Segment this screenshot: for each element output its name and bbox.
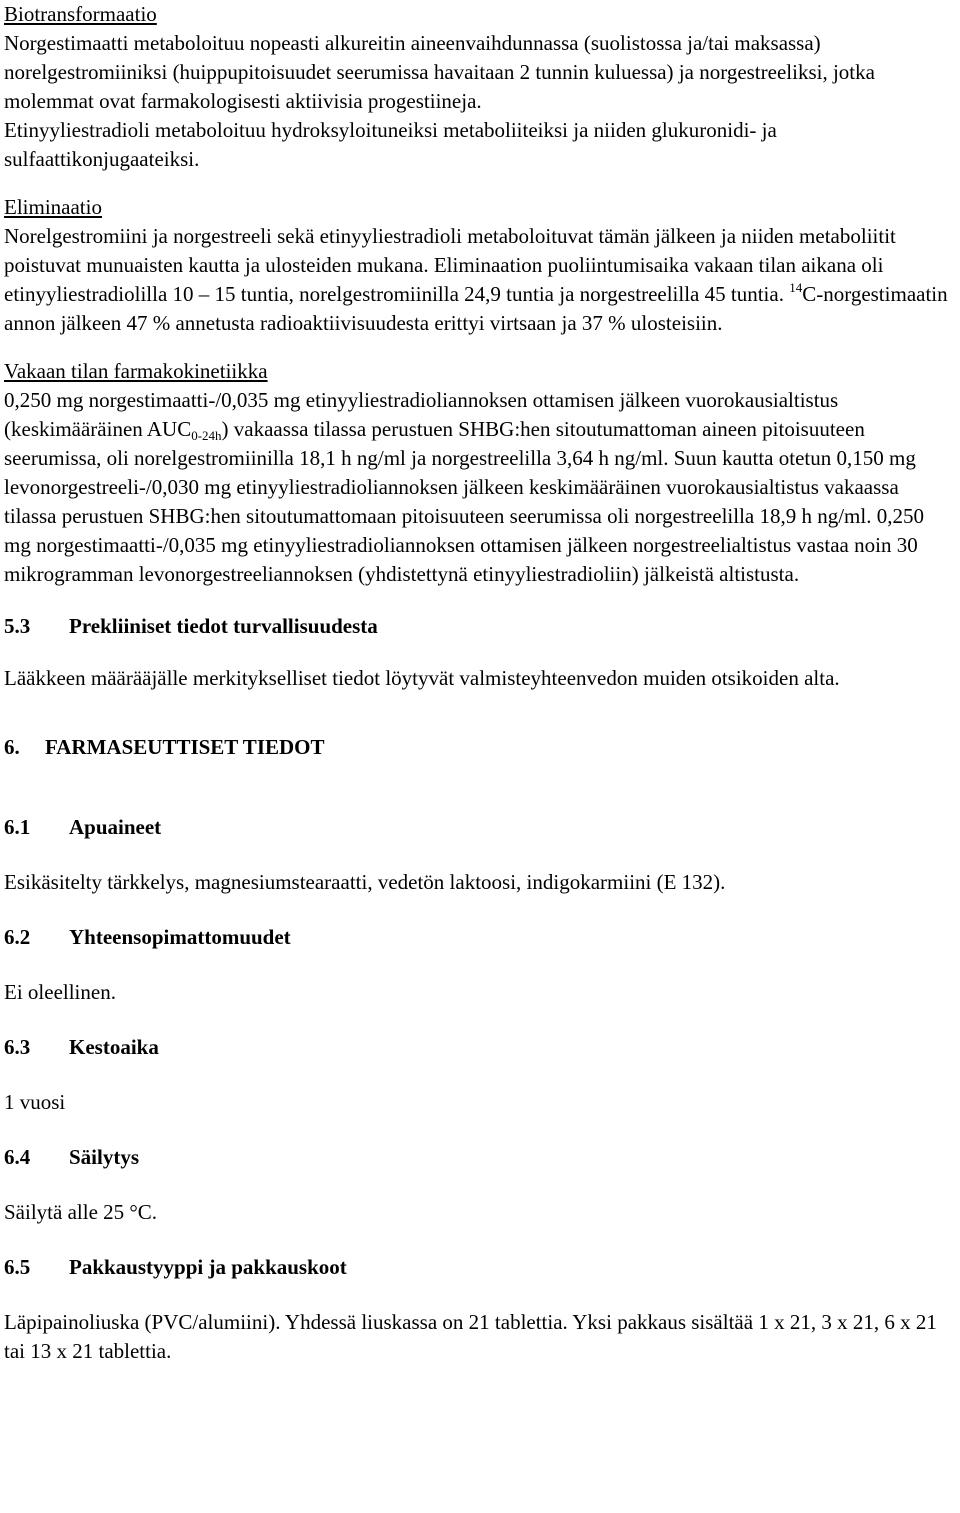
section-6-1-number: 6.1 <box>4 815 31 839</box>
section-6-4-title: Säilytys <box>69 1145 140 1169</box>
section-6-number: 6. <box>4 735 20 759</box>
section-6-5-number: 6.5 <box>4 1255 31 1279</box>
biotransformation-section <box>4 0 956 174</box>
section-6-5-text: Läpipainoliuska (PVC/alumiini). Yhdessä liuskassa on 21 tablettia. Yksi pakkaus sisältää 1 x 21, 3 x 21, 6 x 21 tai 13 x 21 tablettia. <box>4 1310 937 1363</box>
section-5-3-heading <box>4 612 956 641</box>
section-6-2-number: 6.2 <box>4 925 31 949</box>
section-6-1-text: Esikäsitelty tärkkelys, magnesiumstearaatti, vedetön laktoosi, indigokarmiini (E 132). <box>4 870 726 894</box>
section-6-1 <box>4 813 956 897</box>
auc-subscript: 0-24h <box>191 428 222 443</box>
section-6-2-text: Ei oleellinen. <box>4 980 116 1004</box>
section-6-3-number: 6.3 <box>4 1035 31 1059</box>
section-6-4-heading <box>4 1143 956 1172</box>
elimination-text-b: C-norgestimaatin annon jälkeen 47 % annetusta radioaktiivisuudesta erittyi virtsaan ja 37 % ulosteisiin. <box>4 282 948 335</box>
steady-state-section <box>4 357 956 589</box>
section-6-1-heading <box>4 813 956 842</box>
section-6-3 <box>4 1033 956 1117</box>
elimination-paragraph <box>4 222 956 338</box>
steady-state-title: Vakaan tilan farmakokinetiikka <box>4 359 268 383</box>
steady-state-paragraph <box>4 386 956 589</box>
elimination-title: Eliminaatio <box>4 195 102 219</box>
elimination-section <box>4 193 956 338</box>
section-6-2 <box>4 923 956 1007</box>
biotransformation-paragraph-1: Norgestimaatti metaboloituu nopeasti alkureitin aineenvaihdunnassa (suolistossa ja/tai maksassa) norelgestromiiniksi (huippupitoisuudet seerumissa havaitaan 2 tunnin kuluessa) ja norgestreeliksi, jotka molemmat ovat farmakologisesti aktiivisia progestiineja. <box>4 31 875 113</box>
section-5-3-text: Lääkkeen määrääjälle merkitykselliset tiedot löytyvät valmisteyhteenvedon muiden otsikoiden alta. <box>4 666 840 690</box>
biotransformation-title: Biotransformaatio <box>4 2 157 26</box>
section-6-4 <box>4 1143 956 1227</box>
section-6-3-title: Kestoaika <box>69 1035 159 1059</box>
section-6-2-heading <box>4 923 956 952</box>
section-6-5-title: Pakkaustyyppi ja pakkauskoot <box>69 1255 347 1279</box>
steady-state-text-b: ) vakaassa tilassa perustuen SHBG:hen sitoutumattoman aineen pitoisuuteen seerumissa, oli norelgestromiinilla 18,1 h ng/ml ja norgestreelilla 3,64 h ng/ml. Suun kautta otetun 0,150 mg levonorgestreeli-/0,030 mg etinyyliestradioliannoksen jälkeen keskimääräinen vuorokausialtistus vakaassa tilassa perustuen SHBG:hen sitoutumattomaan pitoisuuteen seerumissa oli norgestreelilla 18,9 h ng/ml. 0,250 mg norgestimaatti-/0,035 mg etinyyliestradioliannoksen ottamisen jälkeen norgestreelialtistus vastaa noin 30 mikrogramman levonorgestreeliannoksen (yhdistettynä etinyyliestradioliin) jälkeistä altistusta. <box>4 417 924 586</box>
section-6-2-title: Yhteensopimattomuudet <box>69 925 291 949</box>
section-6-heading <box>4 733 956 762</box>
section-6-3-text: 1 vuosi <box>4 1090 66 1114</box>
section-6-title: FARMASEUTTISET TIEDOT <box>45 735 325 759</box>
section-6 <box>4 733 956 762</box>
elimination-text-a: Norelgestromiini ja norgestreeli sekä etinyyliestradioli metaboloituvat tämän jälkeen ja niiden metaboliitit poistuvat munuaisten kautta ja ulosteiden mukana. Eliminaation puoliintumisaika vakaan tilan aikana oli etinyyliestradiolilla 10 – 15 tuntia, norelgestromiinilla 24,9 tuntia ja norgestreelilla 45 tuntia. <box>4 224 896 306</box>
steady-state-text-a: 0,250 mg norgestimaatti-/0,035 mg etinyyliestradioliannoksen ottamisen jälkeen vuorokausialtistus (keskimääräinen AUC <box>4 388 839 441</box>
section-5-3-title: Prekliiniset tiedot turvallisuudesta <box>69 614 378 638</box>
section-6-5 <box>4 1253 956 1366</box>
section-5-3-number: 5.3 <box>4 614 31 638</box>
section-6-4-text: Säilytä alle 25 °C. <box>4 1200 158 1224</box>
section-6-3-heading <box>4 1033 956 1062</box>
section-6-5-heading <box>4 1253 956 1282</box>
section-6-1-title: Apuaineet <box>69 815 162 839</box>
section-6-4-number: 6.4 <box>4 1145 31 1169</box>
isotope-superscript: 14 <box>789 280 803 295</box>
section-5-3 <box>4 612 956 693</box>
biotransformation-paragraph-2: Etinyyliestradioli metaboloituu hydroksyloituneiksi metaboliiteiksi ja niiden glukuronidi- ja sulfaattikonjugaateiksi. <box>4 118 777 171</box>
